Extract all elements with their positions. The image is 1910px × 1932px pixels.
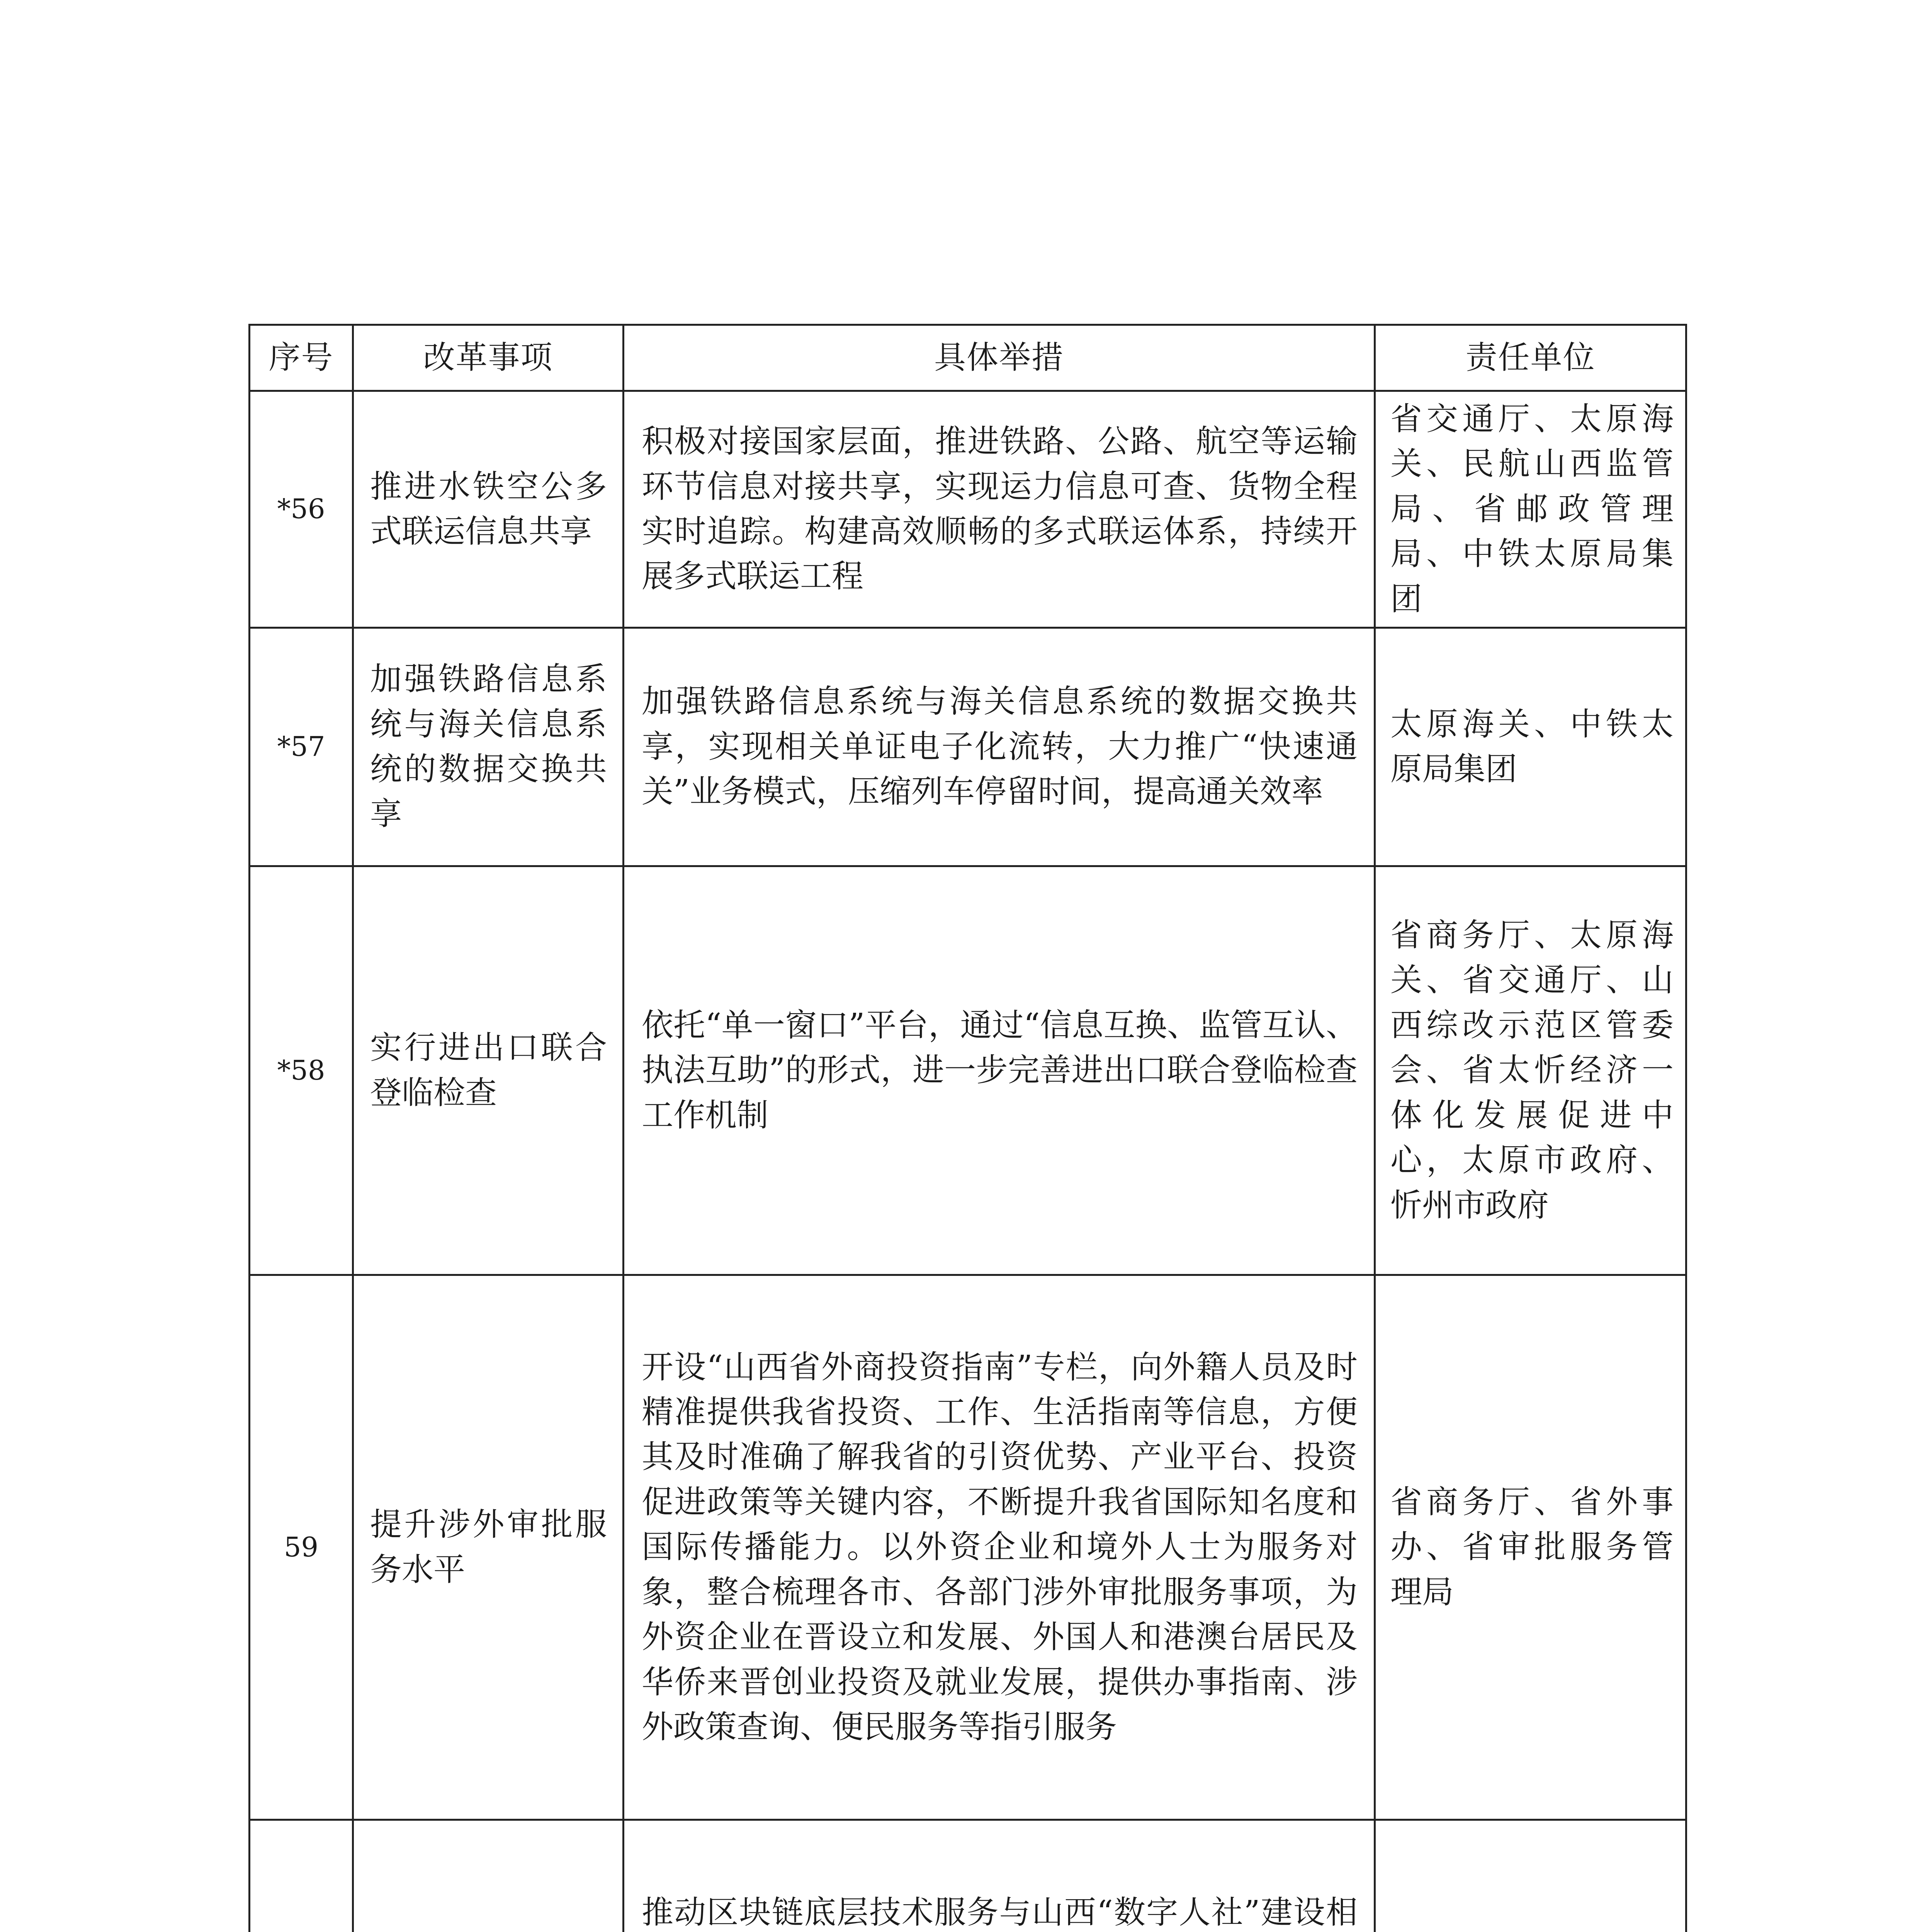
row-measure: 开设“山西省外商投资指南”专栏，向外籍人员及时精准提供我省投资、工作、生活指南等信息，方便其及时准确了解我省的引资优势、产业平台、投资促进政策等关键内容，不断提升我省国际知名度和国际传播能力。以外资企业和境外人士为服务对象，整合梳理各市、各部门涉外审批服务事项，为外资企业在晋设立和发展、外国人和港澳台居民及华侨来晋创业投资及就业发展，提供办事指南、涉外政策查询、便民服务等指引服务 — [624, 1275, 1375, 1820]
reform-table — [248, 324, 1687, 1932]
row-item: 实行进出口联合登临检查 — [353, 866, 624, 1275]
row-unit — [1375, 1820, 1686, 1932]
header-item: 改革事项 — [353, 325, 624, 391]
row-number: 59 — [250, 1275, 353, 1820]
row-item: 加强铁路信息系统与海关信息系统的数据交换共享 — [353, 628, 624, 866]
row-item: 推进水铁空公多式联运信息共享 — [353, 391, 624, 628]
row-measure: 积极对接国家层面，推进铁路、公路、航空等运输环节信息对接共享，实现运力信息可查、货物全程实时追踪。构建高效顺畅的多式联运体系，持续开展多式联运工程 — [624, 391, 1375, 628]
row-measure: 加强铁路信息系统与海关信息系统的数据交换共享，实现相关单证电子化流转，大力推广“快速通关”业务模式，压缩列车停留时间，提高通关效率 — [624, 628, 1375, 866]
row-number — [250, 1820, 353, 1932]
row-measure: 推动区块链底层技术服务与山西“数字人社”建设相 — [624, 1820, 1375, 1932]
row-unit: 省商务厅、省外事办、省审批服务管理局 — [1375, 1275, 1686, 1820]
header-no: 序号 — [250, 325, 353, 391]
table-row — [250, 391, 1686, 628]
header-unit: 责任单位 — [1375, 325, 1686, 391]
header-measure: 具体举措 — [624, 325, 1375, 391]
table-row — [250, 628, 1686, 866]
table-header-row — [250, 325, 1686, 391]
row-unit: 省商务厅、太原海关、省交通厅、山西综改示范区管委会、省太忻经济一体化发展促进中心，太原市政府、忻州市政府 — [1375, 866, 1686, 1275]
row-number: *57 — [250, 628, 353, 866]
row-number: *56 — [250, 391, 353, 628]
row-number: *58 — [250, 866, 353, 1275]
row-measure: 依托“单一窗口”平台，通过“信息互换、监管互认、执法互助”的形式，进一步完善进出口联合登临检查工作机制 — [624, 866, 1375, 1275]
table-row — [250, 866, 1686, 1275]
row-item: 提升涉外审批服务水平 — [353, 1275, 624, 1820]
row-unit: 太原海关、中铁太原局集团 — [1375, 628, 1686, 866]
table-row — [250, 1275, 1686, 1820]
row-unit: 省交通厅、太原海关、民航山西监管局、省邮政管理局、中铁太原局集团 — [1375, 391, 1686, 628]
table-row — [250, 1820, 1686, 1932]
row-item — [353, 1820, 624, 1932]
